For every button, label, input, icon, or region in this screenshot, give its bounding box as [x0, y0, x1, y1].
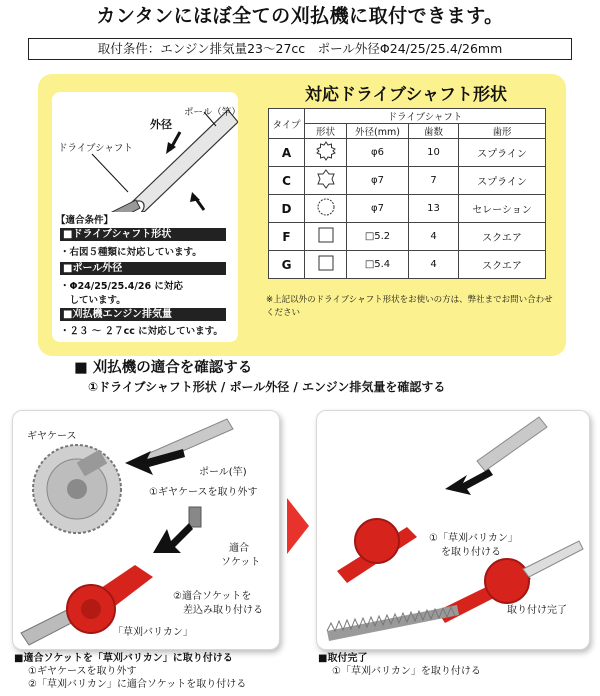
left-install-panel: [12, 410, 280, 650]
teeth-cell: 10: [409, 139, 459, 167]
step1-label: ①「草刈バリカン」: [429, 533, 518, 544]
step2-label: 差込み取り付ける: [183, 605, 263, 616]
form-cell: スクエア: [459, 251, 546, 279]
step2-label: ②適合ソケットを: [173, 591, 252, 602]
section-title: ■ 刈払機の適合を確認する: [74, 360, 253, 376]
left-steps: [14, 652, 246, 691]
diameter-cell: □5.4: [347, 251, 409, 279]
type-cell: A: [269, 139, 305, 167]
header-diameter: 外径(mm): [347, 124, 409, 139]
diameter-cell: □5.2: [347, 223, 409, 251]
right-steps-heading: ■取付完了: [318, 653, 368, 664]
teeth-cell: 4: [409, 223, 459, 251]
diameter-cell: φ6: [347, 139, 409, 167]
type-cell: C: [269, 167, 305, 195]
left-step-line: ①ギヤケースを取り外す: [28, 666, 137, 677]
type-cell: F: [269, 223, 305, 251]
teeth-cell: 7: [409, 167, 459, 195]
pole-label: ポール(竿): [199, 467, 247, 478]
type-cell: D: [269, 195, 305, 223]
left-steps-heading: ■適合ソケットを「草刈バリカン」に取り付ける: [14, 653, 233, 664]
table-note: ※上記以外のドライブシャフト形状をお使いの方は、弊社までお問い合わせください: [266, 295, 553, 318]
serration-13-icon: [305, 195, 347, 223]
teeth-cell: 13: [409, 195, 459, 223]
diameter-cell: φ7: [347, 195, 409, 223]
header-form: 歯形: [459, 124, 546, 139]
step1-label: ①ギヤケースを取り外す: [149, 487, 258, 498]
form-cell: スプライン: [459, 139, 546, 167]
conditions-title: 【適合条件】: [56, 215, 114, 226]
header-type: タイプ: [269, 109, 305, 139]
section-subtitle: ①ドライブシャフト形状 / ポール外径 / エンジン排気量を確認する: [88, 380, 446, 394]
outer-diameter-label: 外径: [150, 118, 172, 131]
gear-case-label: ギヤケース: [27, 431, 77, 442]
done-label: 取り付け完了: [507, 605, 567, 616]
condition-heading-pole: ■ポール外径: [60, 262, 226, 275]
condition-heading-shaft: ■ドライブシャフト形状: [60, 228, 226, 241]
table-row: [269, 251, 546, 279]
pole-label: ポール（竿）: [184, 107, 241, 118]
header-group: ドライブシャフト: [305, 109, 546, 124]
step1-label: を取り付ける: [441, 547, 501, 558]
condition-line: ・Φ24/25/25.4/26 に対応: [60, 281, 183, 292]
form-cell: セレーション: [459, 195, 546, 223]
socket-label: ソケット: [221, 557, 261, 568]
shaft-table: [268, 108, 546, 279]
condition-line: ・右図５種類に対応しています。: [60, 247, 202, 258]
shaft-label: ドライブシャフト: [58, 143, 133, 154]
form-cell: スクエア: [459, 223, 546, 251]
left-step-line: ②「草刈バリカン」に適合ソケットを取り付ける: [28, 679, 247, 690]
spec-line: 取付条件：エンジン排気量23〜27cc ポール外径Φ24/25/25.4/26mm: [28, 38, 572, 60]
condition-line: しています。: [60, 295, 126, 306]
table-row: [269, 195, 546, 223]
socket-label: 適合: [229, 543, 249, 554]
square-icon: [305, 223, 347, 251]
headline: カンタンにほぼ全ての刈払機に取付できます。: [96, 5, 504, 27]
next-step-arrow-icon: [287, 498, 309, 554]
right-install-panel: [316, 410, 590, 650]
header-shape: 形状: [305, 124, 347, 139]
table-row: [269, 139, 546, 167]
spline-7-icon: [305, 167, 347, 195]
table-row: [269, 167, 546, 195]
table-row: [269, 223, 546, 251]
right-step-line: ①「草刈バリカン」を取り付ける: [332, 666, 481, 677]
condition-line: ・２３ 〜 ２７cc に対応しています。: [60, 326, 223, 337]
form-cell: スプライン: [459, 167, 546, 195]
right-steps: [318, 652, 481, 678]
clipper-label: 「草刈バリカン」: [113, 627, 193, 638]
teeth-cell: 4: [409, 251, 459, 279]
spline-10-icon: [305, 139, 347, 167]
type-cell: G: [269, 251, 305, 279]
header-teeth: 歯数: [409, 124, 459, 139]
table-title: 対応ドライブシャフト形状: [305, 85, 507, 105]
condition-heading-engine: ■刈払機エンジン排気量: [60, 308, 226, 321]
diameter-cell: φ7: [347, 167, 409, 195]
square-icon: [305, 251, 347, 279]
